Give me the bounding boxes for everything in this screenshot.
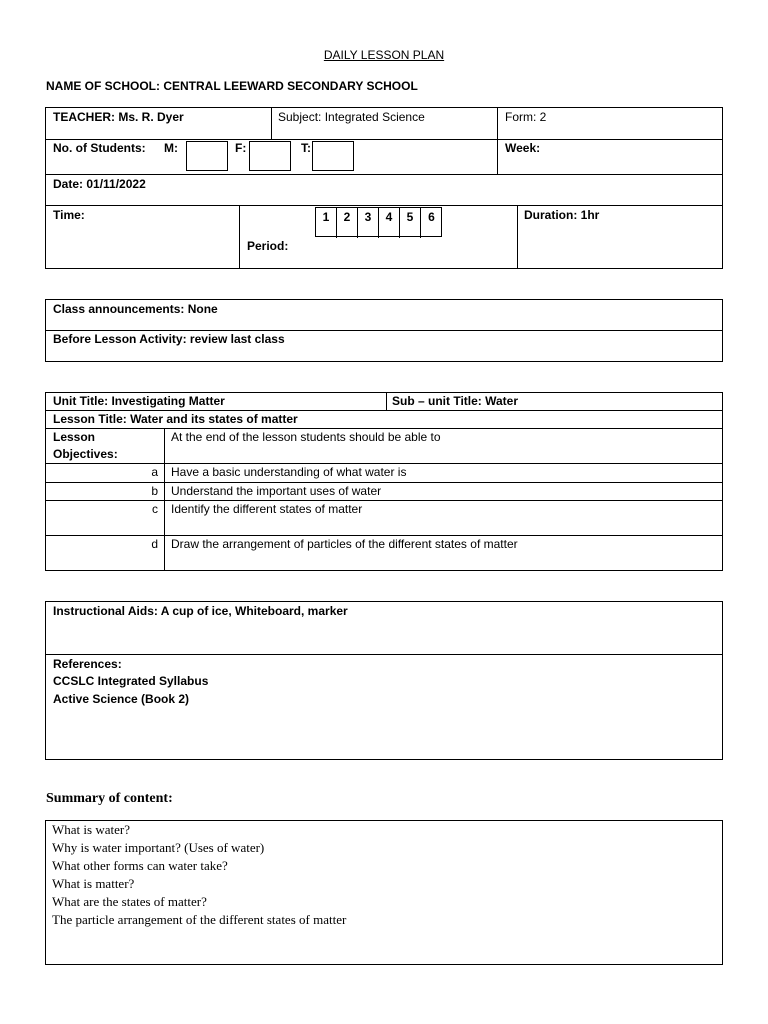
period-cell: 4 bbox=[379, 208, 400, 238]
time-label: Time: bbox=[53, 208, 85, 222]
date-label: Date: 01/11/2022 bbox=[53, 177, 146, 191]
header-table bbox=[45, 107, 723, 269]
before-lesson-activity: Before Lesson Activity: review last class bbox=[53, 332, 285, 346]
female-label: F: bbox=[235, 141, 247, 155]
duration-label: Duration: 1hr bbox=[524, 208, 600, 222]
objectives-label: Lesson bbox=[53, 430, 96, 444]
summary-line: What is matter? bbox=[52, 876, 135, 891]
total-label: T: bbox=[301, 141, 311, 155]
objective-text: Identify the different states of matter bbox=[171, 502, 363, 516]
objective-text: Have a basic understanding of what water is bbox=[171, 465, 407, 479]
objectives-intro: At the end of the lesson students should be able to bbox=[171, 430, 441, 444]
instructional-aids: Instructional Aids: A cup of ice, Whiteboard, marker bbox=[53, 604, 348, 618]
period-label: Period: bbox=[247, 239, 289, 253]
students-label: No. of Students: bbox=[53, 141, 146, 155]
male-count-box bbox=[186, 141, 228, 171]
summary-line: The particle arrangement of the different states of matter bbox=[52, 912, 347, 927]
period-cell: 1 bbox=[316, 208, 337, 238]
summary-line: What are the states of matter? bbox=[52, 894, 207, 909]
form-label: Form: 2 bbox=[505, 110, 547, 124]
male-label: M: bbox=[164, 141, 178, 155]
female-count-box bbox=[249, 141, 291, 171]
subunit-title: Sub – unit Title: Water bbox=[392, 394, 519, 408]
period-cell: 5 bbox=[400, 208, 421, 238]
references-label: References: bbox=[53, 657, 122, 671]
objectives-label: Objectives: bbox=[53, 447, 118, 461]
reference-item: CCSLC Integrated Syllabus bbox=[53, 674, 209, 688]
period-grid bbox=[315, 207, 442, 237]
summary-line: What other forms can water take? bbox=[52, 858, 228, 873]
period-cell: 3 bbox=[358, 208, 379, 238]
teacher-label: TEACHER: Ms. R. Dyer bbox=[53, 110, 184, 124]
objective-letter: b bbox=[151, 484, 158, 498]
objective-letter: a bbox=[151, 465, 158, 479]
unit-title: Unit Title: Investigating Matter bbox=[53, 394, 225, 408]
week-label: Week: bbox=[505, 141, 541, 155]
total-count-box bbox=[312, 141, 354, 171]
lesson-title: Lesson Title: Water and its states of matter bbox=[53, 412, 298, 426]
document-title: DAILY LESSON PLAN bbox=[323, 48, 445, 62]
summary-line: What is water? bbox=[52, 822, 130, 837]
period-cell: 6 bbox=[428, 210, 435, 224]
subject-label: Subject: Integrated Science bbox=[278, 110, 425, 124]
objective-text: Understand the important uses of water bbox=[171, 484, 382, 498]
reference-item: Active Science (Book 2) bbox=[53, 692, 190, 706]
objective-letter: c bbox=[152, 502, 158, 516]
objective-text: Draw the arrangement of particles of the different states of matter bbox=[171, 537, 518, 551]
period-cell: 2 bbox=[337, 208, 358, 238]
objective-letter: d bbox=[151, 537, 158, 551]
summary-line: Why is water important? (Uses of water) bbox=[52, 840, 265, 855]
summary-heading: Summary of content: bbox=[46, 791, 173, 806]
class-announcements: Class announcements: None bbox=[53, 302, 218, 316]
school-name: NAME OF SCHOOL: CENTRAL LEEWARD SECONDARY SCHOOL bbox=[46, 79, 418, 93]
